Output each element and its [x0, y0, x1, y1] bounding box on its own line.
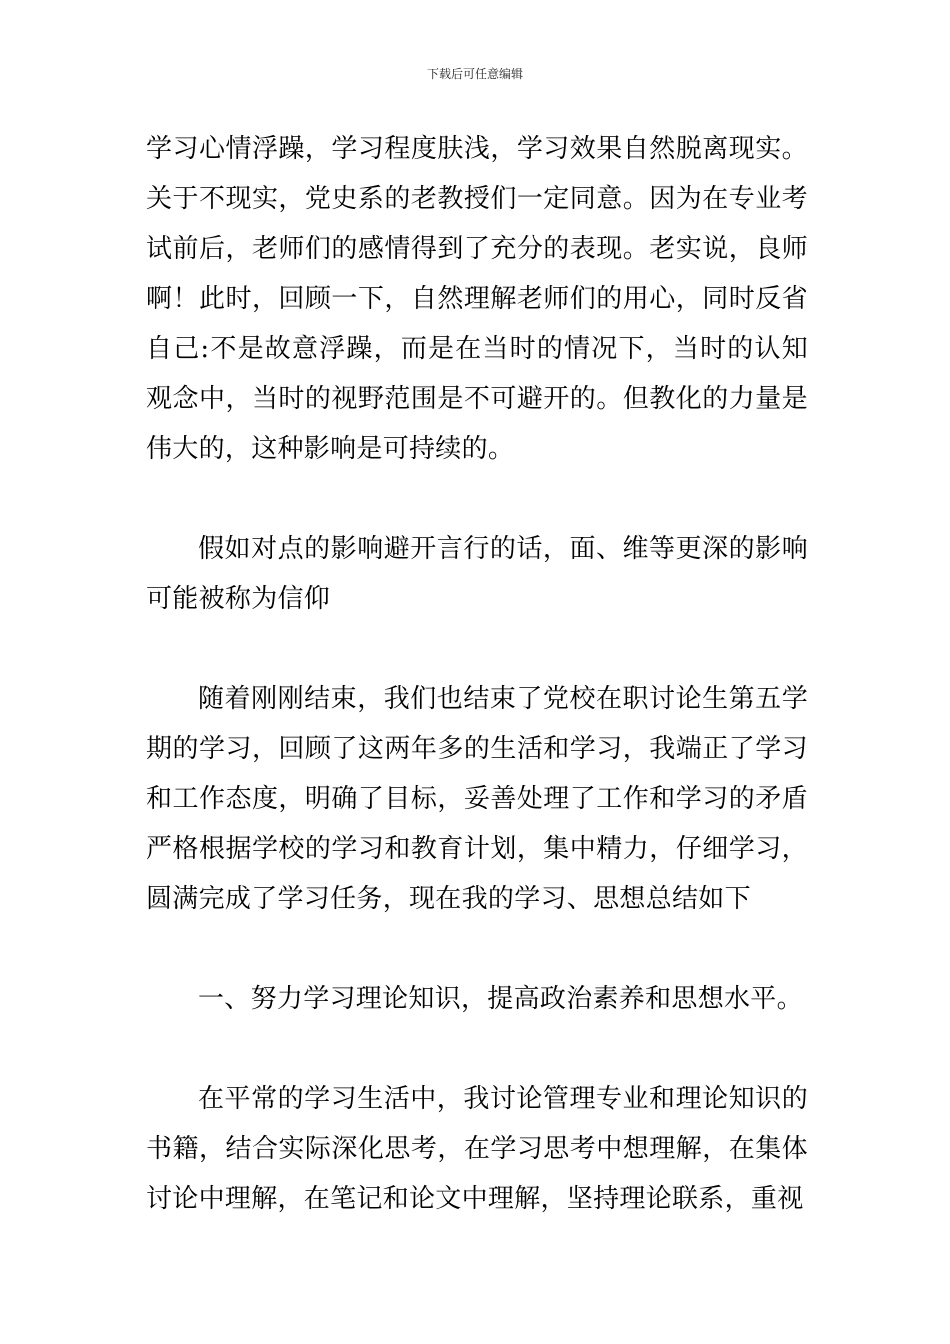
- page-header: 下载后可任意编辑: [426, 67, 523, 81]
- section-heading: 一、努力学习理论知识，提高政治素养和思想水平。: [198, 984, 803, 1014]
- paragraph-gap: [146, 1024, 808, 1074]
- paragraph-faith: 假如对点的影响避开言行的话，面、维等更深的影响可能被称为信仰: [146, 534, 808, 614]
- paragraph-gap: [146, 474, 808, 524]
- paragraph-study-practice: 在平常的学习生活中，我讨论管理专业和理论知识的书籍，结合实际深化思考，在学习思考中想理解，在集体讨论中理解，在笔记和论文中理解，坚持理论联系，重视: [146, 1084, 808, 1214]
- paragraph-summary-intro: 随着刚刚结束，我们也结束了党校在职讨论生第五学期的学习，回顾了这两年多的生活和学习，我端正了学习和工作态度，明确了目标，妥善处理了工作和学习的矛盾严格根据学校的学习和教育计划，集中精力，仔细学习，圆满完成了学习任务，现在我的学习、思想总结如下: [146, 684, 808, 914]
- document-body: [146, 124, 808, 1224]
- paragraph-gap: [146, 924, 808, 974]
- paragraph-gap: [146, 624, 808, 674]
- paragraph-continuation: 学习心情浮躁，学习程度肤浅，学习效果自然脱离现实。关于不现实，党史系的老教授们一定同意。因为在专业考试前后，老师们的感情得到了充分的表现。老实说，良师啊！此时，回顾一下，自然理解老师们的用心，同时反省自己:不是故意浮躁，而是在当时的情况下，当时的认知观念中，当时的视野范围是不可避开的。但教化的力量是伟大的，这种影响是可持续的。: [146, 134, 808, 464]
